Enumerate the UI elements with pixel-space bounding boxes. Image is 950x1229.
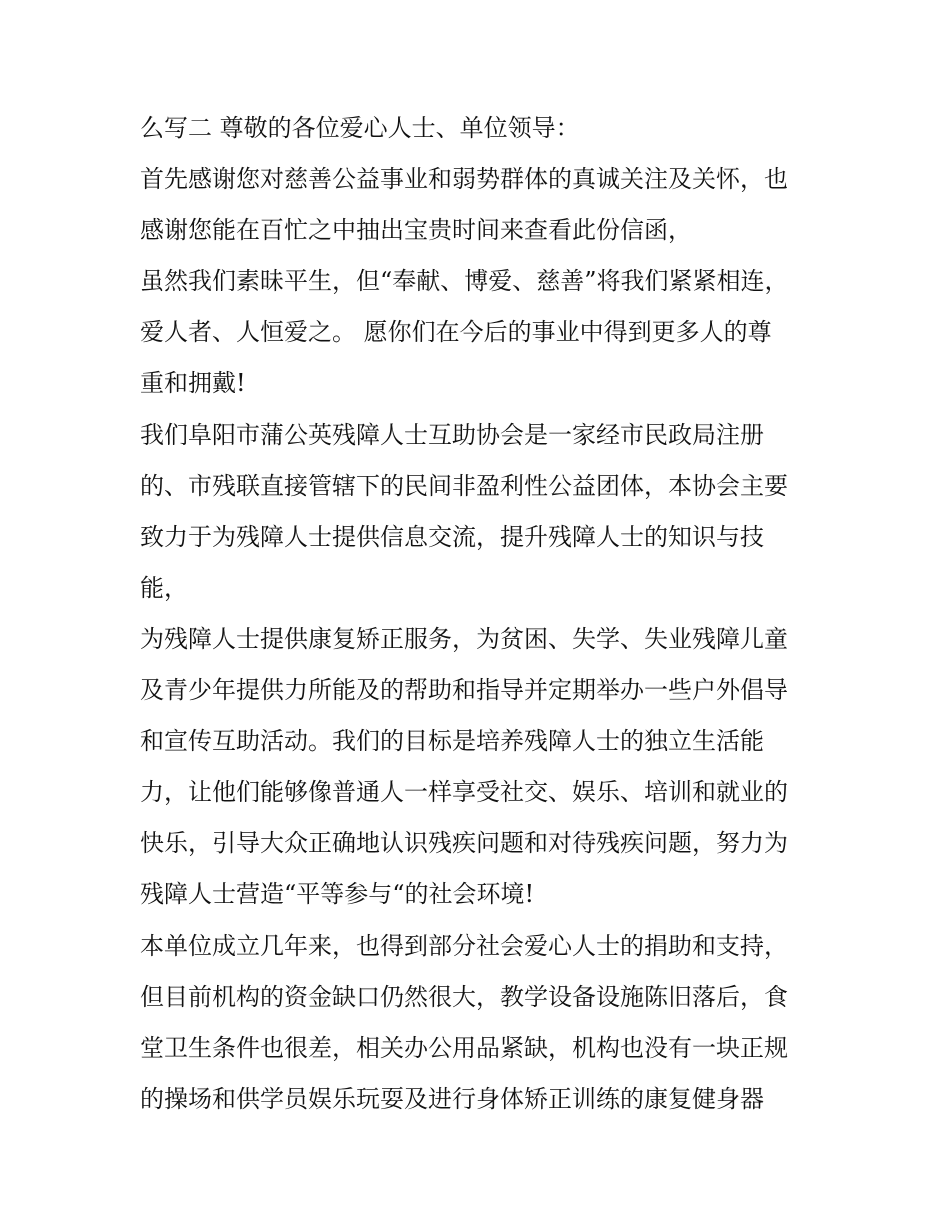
- text-line: 致力于为残障人士提供信息交流，提升残障人士的知识与技: [140, 522, 764, 551]
- text-line: 堂卫生条件也很差，相关办公用品紧缺，机构也没有一块正规: [140, 1033, 788, 1062]
- text-line: 重和拥戴!: [140, 369, 246, 398]
- text-line: 的操场和供学员娱乐玩耍及进行身体矫正训练的康复健身器: [140, 1084, 764, 1113]
- text-line: 快乐，引导大众正确地认识残疾问题和对待残疾问题，努力为: [140, 829, 788, 858]
- text-line: 感谢您能在百忙之中抽出宝贵时间来查看此份信函，: [140, 216, 692, 245]
- text-line: 能，: [140, 573, 188, 602]
- text-line: 为残障人士提供康复矫正服务，为贫困、失学、失业残障儿童: [140, 624, 788, 653]
- text-line: 本单位成立几年来，也得到部分社会爱心人士的捐助和支持，: [140, 931, 788, 960]
- text-line: 首先感谢您对慈善公益事业和弱势群体的真诚关注及关怀，也: [140, 165, 788, 194]
- text-line: 的、市残联直接管辖下的民间非盈利性公益团体，本协会主要: [140, 471, 788, 500]
- text-line: 虽然我们素昧平生，但“奉献、博爱、慈善”将我们紧紧相连，: [140, 267, 789, 296]
- letter-body: [140, 103, 820, 1125]
- text-line: 但目前机构的资金缺口仍然很大，教学设备设施陈旧落后，食: [140, 982, 788, 1011]
- text-line: 残障人士营造“平等参与“的社会环境!: [140, 880, 535, 909]
- text-line: 我们阜阳市蒲公英残障人士互助协会是一家经市民政局注册: [140, 420, 764, 449]
- text-line: 力，让他们能够像普通人一样享受社交、娱乐、培训和就业的: [140, 778, 788, 807]
- text-line: 和宣传互助活动。我们的目标是培养残障人士的独立生活能: [140, 727, 764, 756]
- text-line: 及青少年提供力所能及的帮助和指导并定期举办一些户外倡导: [140, 676, 788, 705]
- text-line: 爱人者、人恒爱之。 愿你们在今后的事业中得到更多人的尊: [140, 318, 772, 347]
- text-line: 么写二 尊敬的各位爱心人士、单位领导：: [140, 114, 580, 142]
